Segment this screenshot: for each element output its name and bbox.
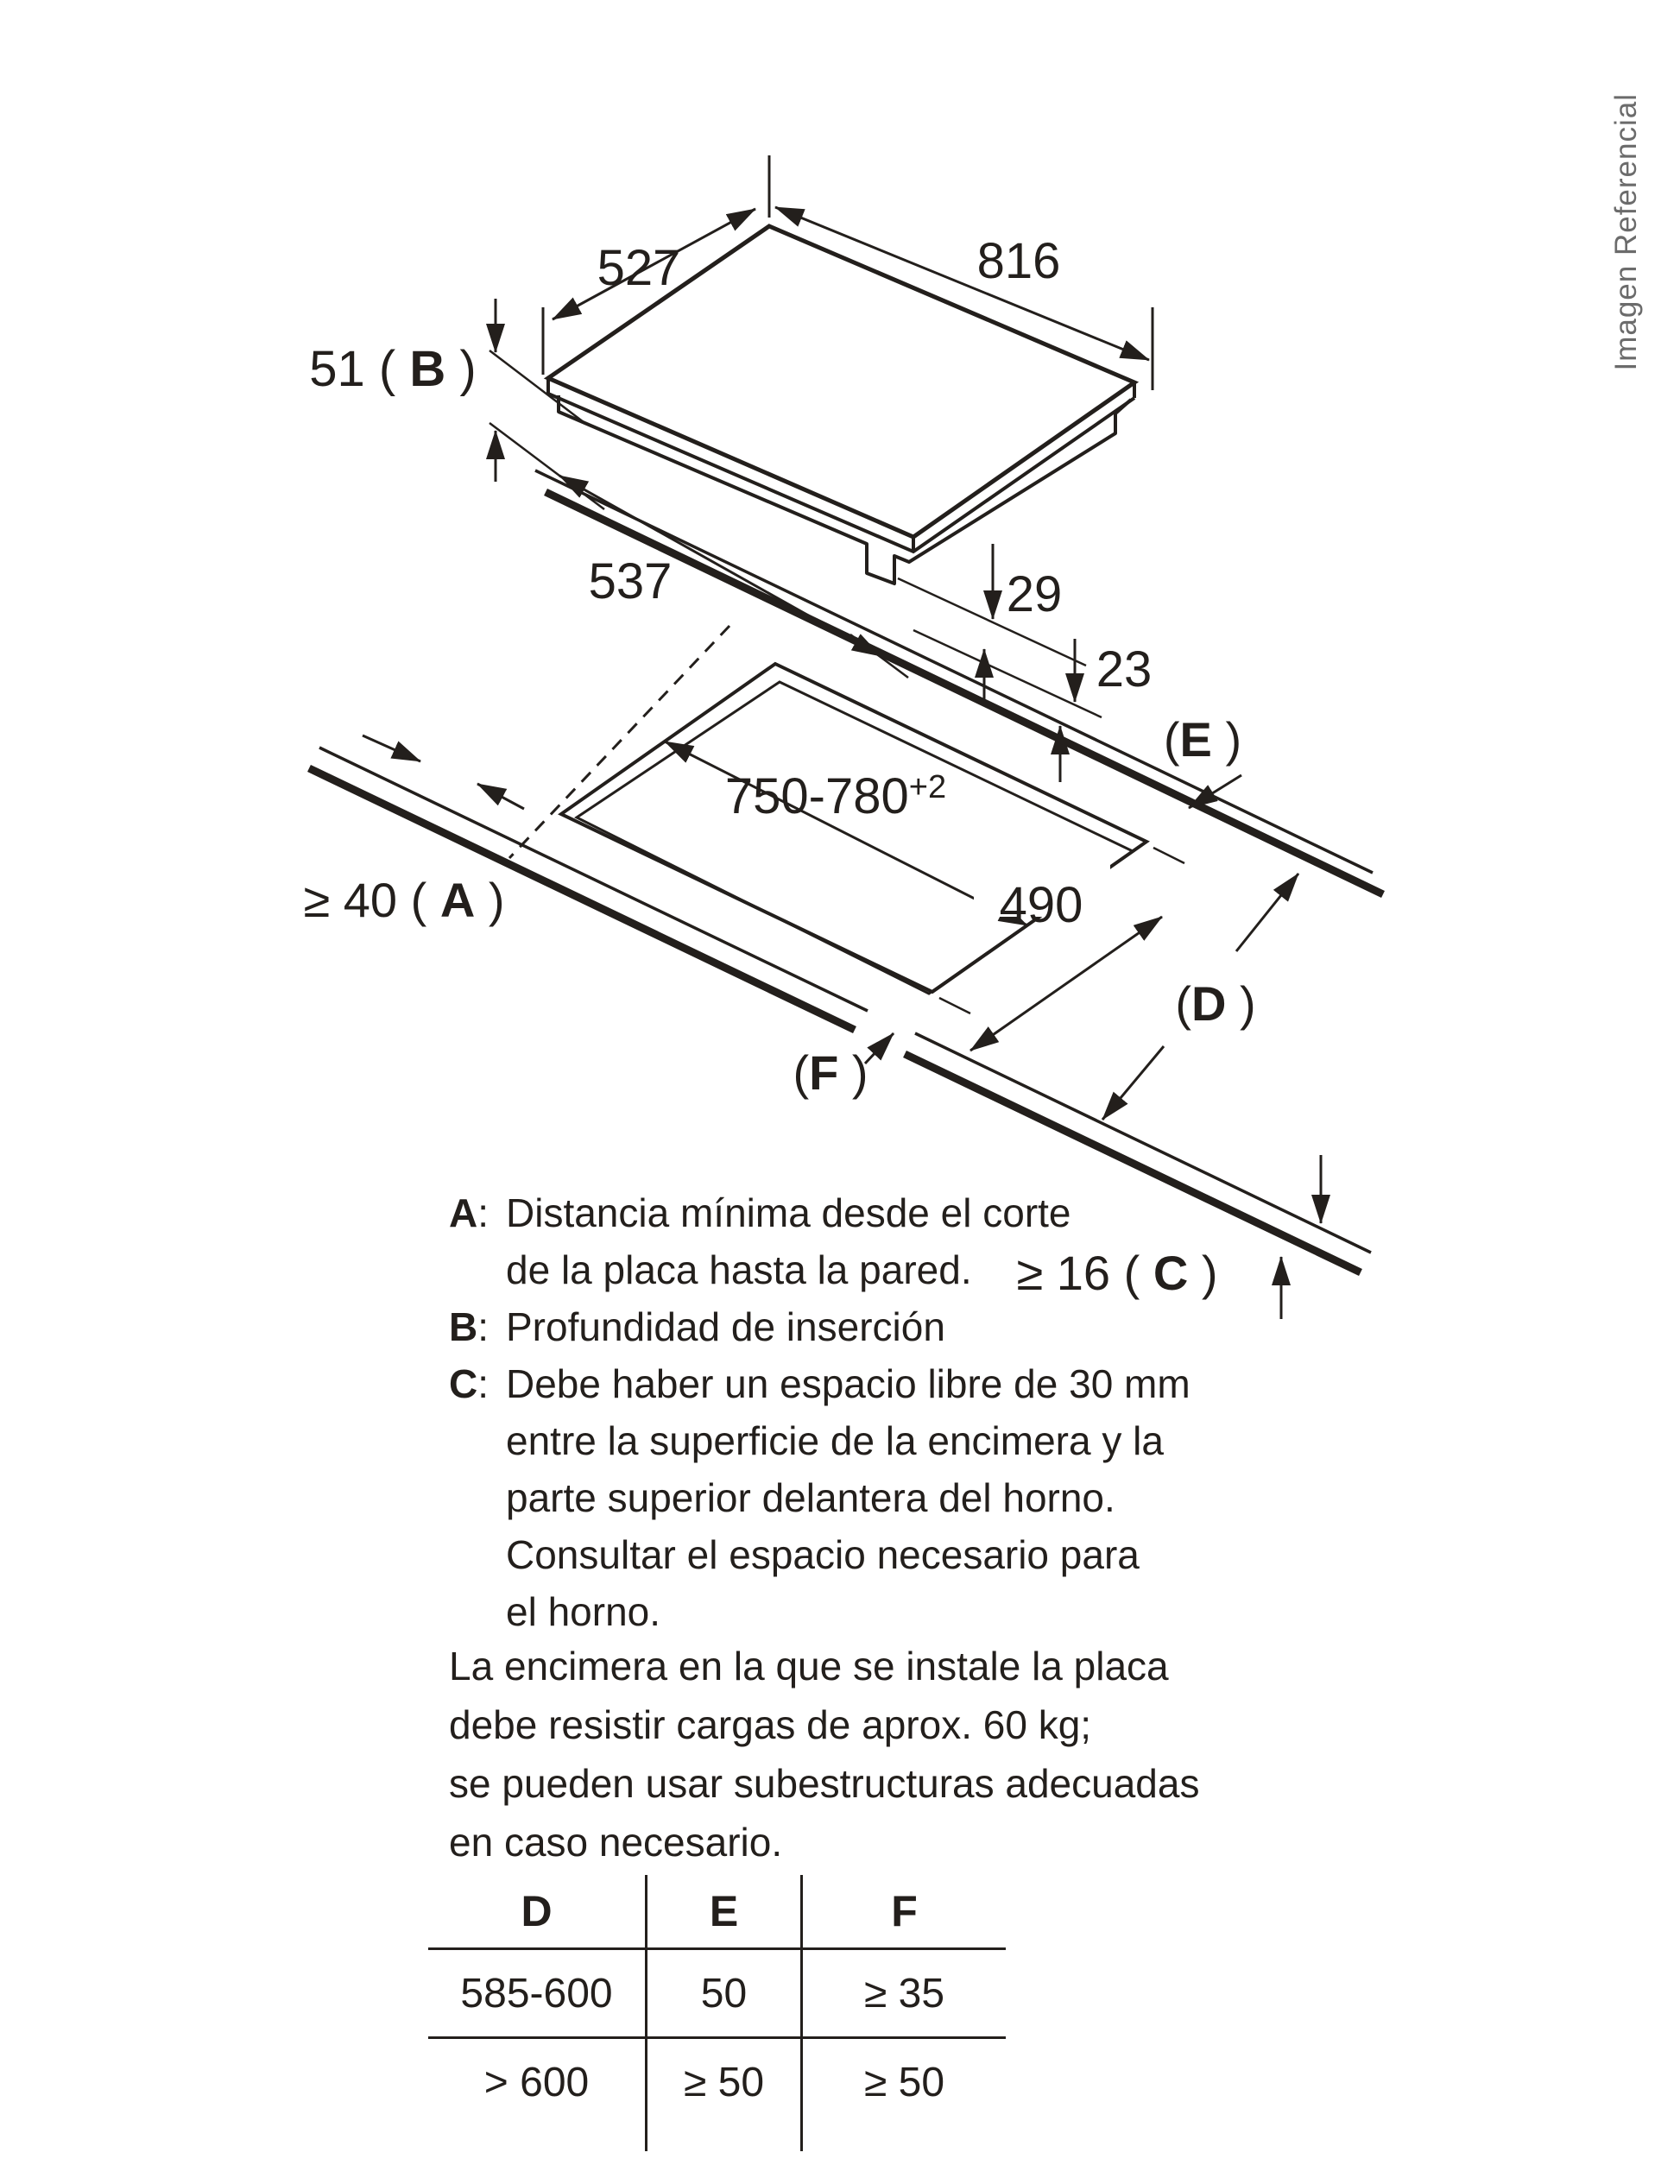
cooktop-glass-lip	[548, 378, 1134, 552]
dim-label-F: (F )	[793, 1045, 868, 1100]
table-cell: ≥ 35	[800, 1950, 1006, 2039]
dim-arrow-A-right	[477, 784, 524, 809]
dim-arrow-D-upper	[1236, 874, 1298, 951]
load-note-paragraph: La encimera en la que se instale la placa debe resistir cargas de aprox. 60 kg; se pueden usar subestructuras adecuadas en caso necesario.	[449, 1644, 1200, 1865]
dim-label-750-780: $750-780^{+2}$	[724, 768, 947, 824]
table-cell: 50	[645, 1950, 800, 2039]
dim-label-D: (D )	[1175, 976, 1256, 1031]
counter-back-edge-thick	[546, 492, 1383, 894]
legend-text-C: Debe haber un espacio libre de 30 mm entre la superficie de la encimera y la parte superior delantera del horno. Consultar el espacio necesario para el horno.	[506, 1361, 1191, 1634]
dim-label-29: 29	[1006, 566, 1063, 622]
dim-arrow-E	[1189, 775, 1241, 808]
dim-label-490: 490	[999, 877, 1083, 933]
dim-arrow-F	[865, 1033, 894, 1064]
reference-image-watermark: Imagen Referencial	[1609, 93, 1643, 371]
legend-text-A: Distancia mínima desde el corte de la placa hasta la pared.	[506, 1190, 1071, 1292]
cooktop-drawing	[309, 155, 1153, 782]
dim-label-537: 537	[588, 553, 673, 609]
dim-label-23: 23	[1096, 641, 1153, 697]
cutout-outline-outer	[561, 664, 1146, 992]
dim-label-E: (E )	[1163, 712, 1242, 767]
legend-item-B: B: Profundidad de inserción	[449, 1298, 1191, 1355]
projection-dashed-line	[509, 626, 729, 858]
table-cell: ≥ 50	[645, 2039, 800, 2125]
dim-label-816: 816	[976, 233, 1061, 289]
legend-text-B: Profundidad de inserción	[506, 1304, 945, 1349]
dim-label-A: ≥ 40 ( A )	[303, 873, 505, 927]
legend-key-C: C	[449, 1361, 478, 1406]
table-header-F: F	[800, 1875, 1006, 1950]
table-cell: 585-600	[428, 1950, 645, 2039]
dim-label-51B: 51 ( B )	[309, 341, 477, 397]
dim-label-C: ≥ 16 ( C )	[1016, 1246, 1218, 1300]
legend-key-B: B	[449, 1304, 478, 1349]
legend-item-A: A: Distancia mínima desde el corte de la placa hasta la pared.	[449, 1184, 1191, 1298]
table-cell: > 600	[483, 2059, 590, 2105]
dim-guides-51B	[489, 350, 604, 509]
dim-label-527: 527	[597, 240, 681, 296]
clearance-lines	[898, 578, 1102, 717]
def-table	[428, 1875, 1006, 2151]
legend-key-A: A	[449, 1190, 478, 1235]
dim-arrow-A-left	[363, 735, 420, 761]
legend-item-C: C: Debe haber un espacio libre de 30 mm entre la superficie de la encimera y la parte superior delantera del horno. Consultar el espacio necesario para el horno.	[449, 1355, 1191, 1640]
dim-line-816	[775, 207, 1149, 360]
dim-line-490	[970, 917, 1162, 1051]
dim-arrow-D-lower	[1102, 1046, 1164, 1120]
table-cell: ≥ 50	[800, 2039, 1006, 2125]
counter-back-edge-thin	[535, 470, 1373, 873]
table-header-D: D	[428, 1875, 645, 1950]
legend-block	[449, 1184, 1191, 1640]
table-header-E: E	[645, 1875, 800, 1950]
